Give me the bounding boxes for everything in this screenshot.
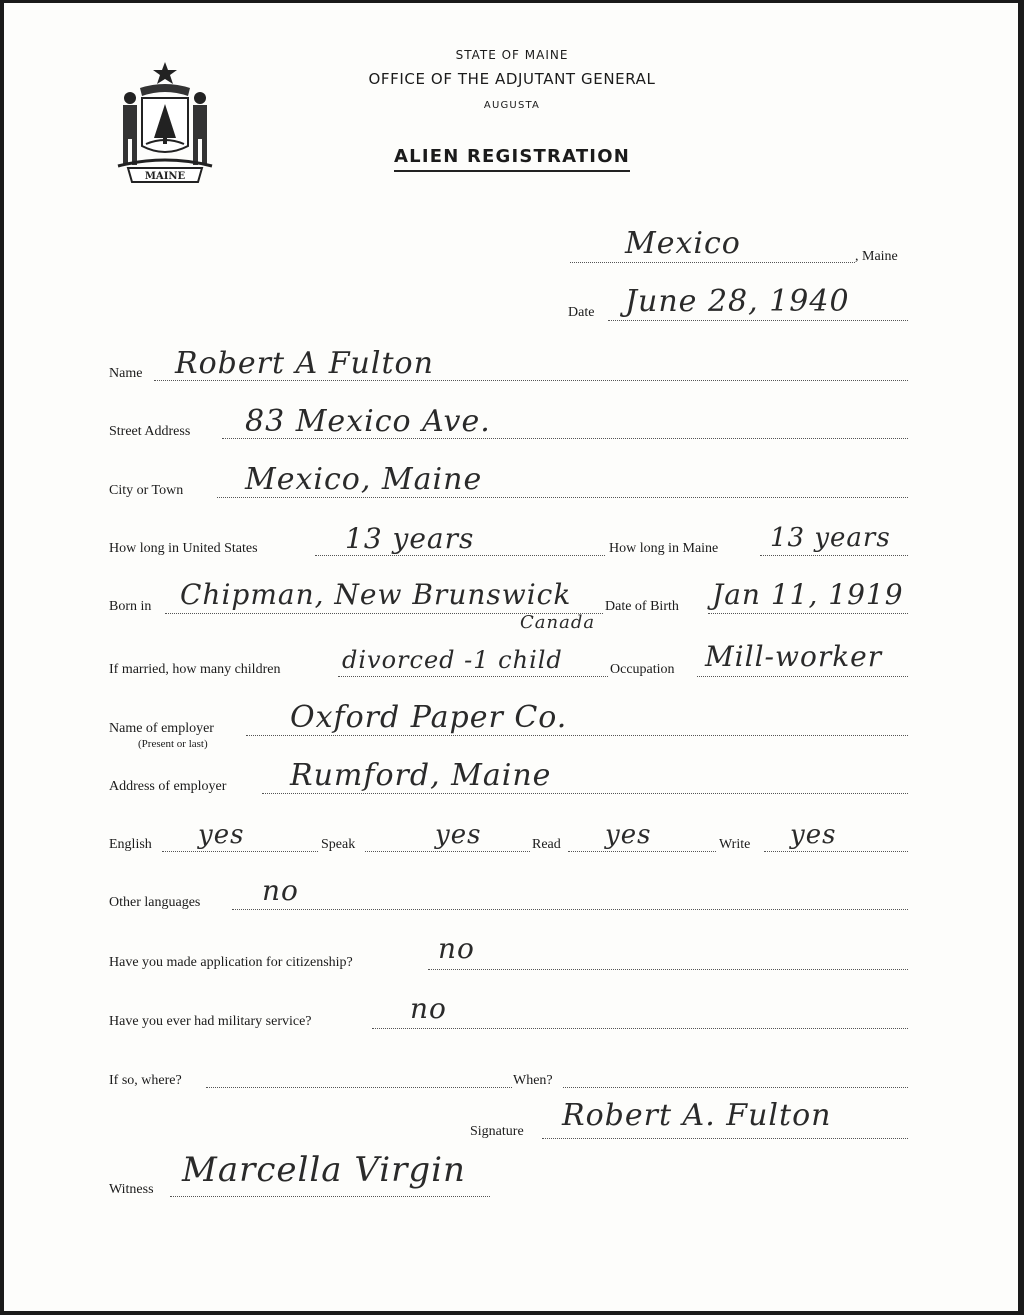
town-line: [570, 262, 855, 263]
children-line: [338, 676, 608, 677]
maine-suffix-label: , Maine: [855, 249, 898, 264]
when-line: [563, 1087, 908, 1088]
born-in-label: Born in: [109, 599, 152, 614]
employer-address-value[interactable]: Rumford, Maine: [290, 758, 552, 793]
name-value[interactable]: Robert A Fulton: [175, 346, 434, 381]
town-value[interactable]: Mexico: [625, 226, 741, 261]
employer-label: Name of employer: [109, 721, 214, 736]
english-label: English: [109, 837, 152, 852]
speak-line: [365, 851, 530, 852]
city-line: [217, 497, 908, 498]
form-title: ALIEN REGISTRATION: [0, 146, 1024, 167]
witness-value[interactable]: Marcella Virgin: [182, 1150, 466, 1190]
how-long-us-line: [315, 555, 605, 556]
read-line: [568, 851, 716, 852]
signature-label: Signature: [470, 1124, 524, 1139]
english-line: [162, 851, 318, 852]
english-value[interactable]: yes: [198, 820, 245, 850]
header-city: AUGUSTA: [483, 100, 541, 111]
signature-line: [542, 1138, 908, 1139]
seal-text: MAINE: [144, 171, 186, 182]
how-long-us-label: How long in United States: [109, 541, 258, 556]
employer-note: (Present or last): [138, 738, 208, 750]
date-line: [608, 320, 908, 321]
children-value[interactable]: divorced -1 child: [342, 646, 563, 674]
employer-address-label: Address of employer: [109, 779, 227, 794]
how-long-us-value[interactable]: 13 years: [345, 522, 475, 555]
employer-value[interactable]: Oxford Paper Co.: [290, 700, 568, 735]
military-value[interactable]: no: [410, 992, 447, 1025]
witness-line: [170, 1196, 490, 1197]
occupation-label: Occupation: [610, 662, 675, 677]
city-label: City or Town: [109, 483, 184, 498]
when-label: When?: [513, 1073, 553, 1088]
how-long-maine-line: [760, 555, 908, 556]
signature-value[interactable]: Robert A. Fulton: [562, 1098, 832, 1133]
speak-value[interactable]: yes: [435, 820, 482, 850]
other-languages-line: [232, 909, 908, 910]
read-value[interactable]: yes: [605, 820, 652, 850]
citizenship-line: [428, 969, 908, 970]
other-languages-value[interactable]: no: [262, 874, 299, 907]
how-long-maine-value[interactable]: 13 years: [770, 523, 891, 553]
how-long-maine-label: How long in Maine: [609, 541, 719, 556]
name-label: Name: [109, 366, 143, 381]
employer-line: [246, 735, 908, 736]
date-value[interactable]: June 28, 1940: [625, 284, 850, 319]
write-value[interactable]: yes: [790, 820, 837, 850]
read-label: Read: [532, 837, 561, 852]
citizenship-label: Have you made application for citizenship?: [109, 955, 353, 970]
other-languages-label: Other languages: [109, 895, 201, 910]
header-office: OFFICE OF THE ADJUTANT GENERAL: [368, 70, 656, 88]
employer-address-line: [262, 793, 908, 794]
children-label: If married, how many children: [109, 662, 281, 677]
header-state: STATE OF MAINE: [455, 48, 569, 62]
citizenship-value[interactable]: no: [438, 932, 475, 965]
if-so-where-line: [206, 1087, 512, 1088]
occupation-value[interactable]: Mill-worker: [705, 640, 883, 673]
street-value[interactable]: 83 Mexico Ave.: [245, 404, 491, 439]
city-value[interactable]: Mexico, Maine: [245, 462, 483, 497]
occupation-line: [697, 676, 908, 677]
military-label: Have you ever had military service?: [109, 1014, 312, 1029]
witness-label: Witness: [109, 1182, 154, 1197]
born-in-value[interactable]: Chipman, New Brunswick: [180, 578, 572, 611]
write-line: [764, 851, 908, 852]
date-of-birth-line: [708, 613, 908, 614]
date-of-birth-value[interactable]: Jan 11, 1919: [712, 578, 904, 611]
military-line: [372, 1028, 908, 1029]
date-label: Date: [568, 305, 595, 320]
date-of-birth-label: Date of Birth: [605, 599, 679, 614]
speak-label: Speak: [321, 837, 356, 852]
if-so-where-label: If so, where?: [109, 1073, 182, 1088]
write-label: Write: [719, 837, 751, 852]
street-label: Street Address: [109, 424, 191, 439]
born-in-note[interactable]: Canada: [520, 612, 596, 633]
